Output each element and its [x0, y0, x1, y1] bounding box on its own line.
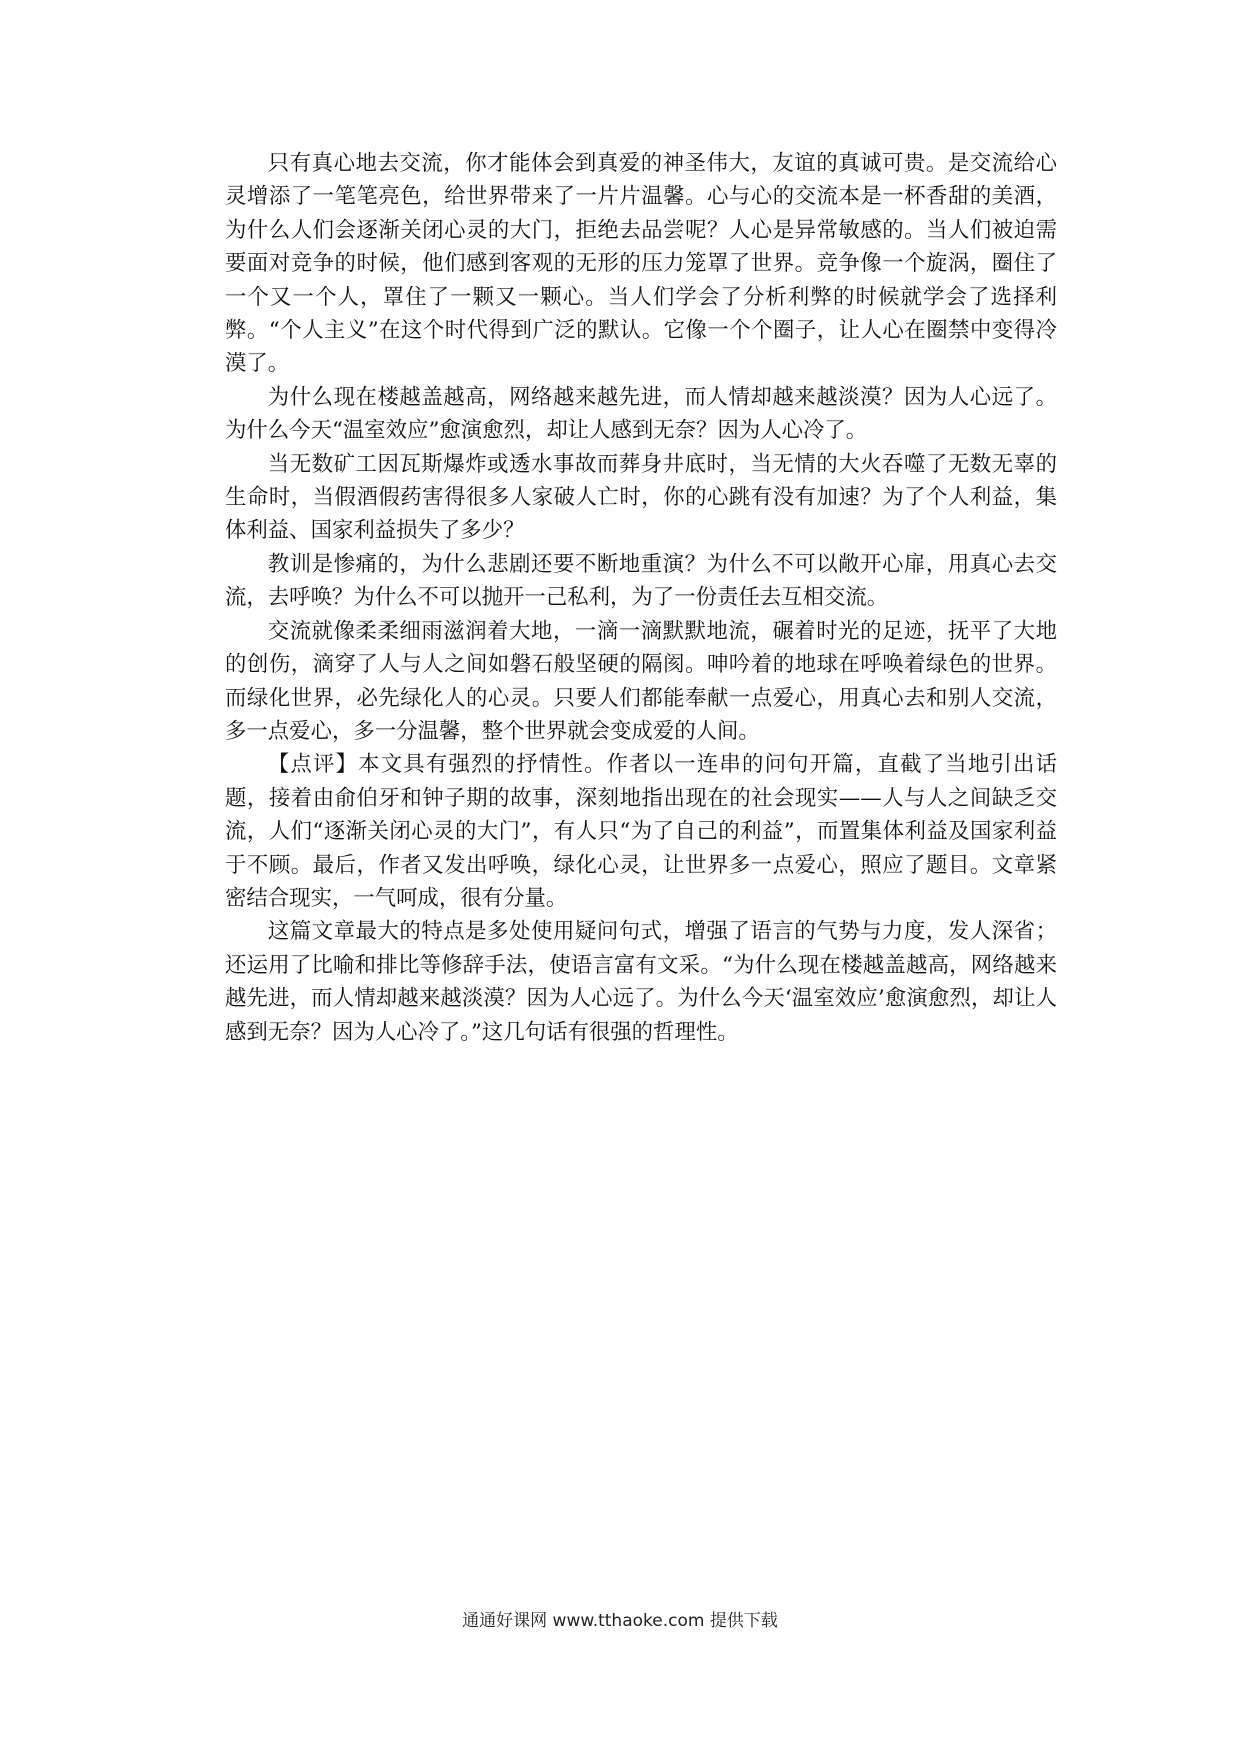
essay-paragraph-3: 当无数矿工因瓦斯爆炸或透水事故而葬身井底时，当无情的大火吞噬了无数无辜的生命时，当假酒假药害得很多人家破人亡时，你的心跳有没有加速？为了个人利益，集体利益、国家利益损失了多少？ — [225, 451, 1057, 544]
closing-paragraph: 这篇文章最大的特点是多处使用疑问句式，增强了语言的气势与力度，发人深省；还运用了比喻和排比等修辞手法，使语言富有文采。“为什么现在楼越盖越高，网络越来越先进，而人情却越来越淡漠？因为人心远了。为什么今天‘温室效应’愈演愈烈，却让人感到无奈？因为人心冷了。”这几句话有很强的哲理性。 — [225, 919, 1057, 1045]
essay-paragraph-1: 只有真心地去交流，你才能体会到真爱的神圣伟大，友谊的真诚可贵。是交流给心灵增添了一笔笔亮色，给世界带来了一片片温馨。心与心的交流本是一杯香甜的美酒，为什么人们会逐渐关闭心灵的大门，拒绝去品尝呢？人心是异常敏感的。当人们被迫需要面对竞争的时候，他们感到客观的无形的压力笼罩了世界。竞争像一个旋涡，圈住了一个又一个人，罩住了一颗又一颗心。当人们学会了分析利弊的时候就学会了选择利弊。“个人主义”在这个时代得到广泛的默认。它像一个个圈子，让人心在圈禁中变得冷漠了。 — [225, 151, 1057, 377]
page-footer: 通通好课网 www.tthaoke.com 提供下载 — [462, 1611, 778, 1631]
essay-paragraph-5: 交流就像柔柔细雨滋润着大地，一滴一滴默默地流，碾着时光的足迹，抚平了大地的创伤，滴穿了人与人之间如磐石般坚硬的隔阂。呻吟着的地球在呼唤着绿色的世界。而绿化世界，必先绿化人的心灵。只要人们都能奉献一点爱心，用真心去和别人交流，多一点爱心，多一分温馨，整个世界就会变成爱的人间。 — [225, 618, 1057, 744]
essay-body — [225, 147, 1057, 1049]
comment-paragraph — [225, 748, 1057, 915]
comment-label: 【点评】 — [267, 752, 359, 778]
essay-paragraph-2: 为什么现在楼越盖越高，网络越来越先进，而人情却越来越淡漠？因为人心远了。为什么今天“温室效应”愈演愈烈，却让人感到无奈？因为人心冷了。 — [225, 384, 1057, 444]
comment-text: 本文具有强烈的抒情性。作者以一连串的问句开篇，直截了当地引出话题，接着由俞伯牙和钟子期的故事，深刻地指出现在的社会现实——人与人之间缺乏交流，人们“逐渐关闭心灵的大门”，有人只“为了自己的利益”，而置集体利益及国家利益于不顾。最后，作者又发出呼唤，绿化心灵，让世界多一点爱心，照应了题目。文章紧密结合现实，一气呵成，很有分量。 — [225, 752, 1057, 911]
essay-paragraph-4: 教训是惨痛的，为什么悲剧还要不断地重演？为什么不可以敞开心扉，用真心去交流，去呼唤？为什么不可以抛开一己私利，为了一份责任去互相交流。 — [225, 551, 1057, 611]
